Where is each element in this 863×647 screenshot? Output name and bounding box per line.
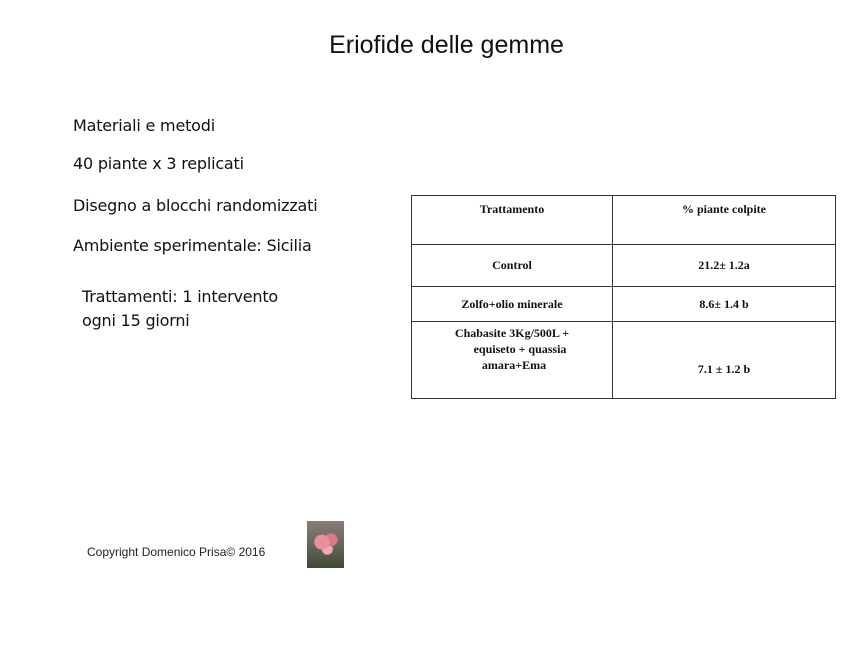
results-table: [411, 195, 836, 399]
table-row: [412, 322, 836, 399]
cell-treatment: Control: [412, 245, 613, 287]
methods-item-environment: Ambiente sperimentale: Sicilia: [73, 236, 312, 255]
treatments-line-2: ogni 15 giorni: [82, 311, 190, 330]
methods-item-replicates: 40 piante x 3 replicati: [73, 154, 244, 173]
header-percent-affected: % piante colpite: [613, 196, 836, 245]
cell-treatment: Zolfo+olio minerale: [412, 287, 613, 322]
table-header-row: [412, 196, 836, 245]
flower-photo: [307, 521, 344, 568]
header-treatment: Trattamento: [412, 196, 613, 245]
treatment-line-1: Chabasite 3Kg/500L +: [454, 326, 570, 340]
treatment-line-2: equiseto + quassia: [473, 342, 567, 356]
slide-title: Eriofide delle gemme: [329, 31, 564, 59]
copyright-text: Copyright Domenico Prisa© 2016: [87, 545, 266, 559]
table-row: [412, 245, 836, 287]
treatment-line-3: amara+Ema: [481, 358, 547, 372]
cell-value: 7.1 ± 1.2 b: [613, 322, 836, 399]
cell-treatment: [412, 322, 613, 399]
methods-treatments: [82, 285, 278, 333]
methods-item-design: Disegno a blocchi randomizzati: [73, 196, 318, 215]
cell-value: 21.2± 1.2a: [613, 245, 836, 287]
cell-value: 8.6± 1.4 b: [613, 287, 836, 322]
treatments-line-1: Trattamenti: 1 intervento: [82, 287, 278, 306]
methods-heading: Materiali e metodi: [73, 116, 215, 135]
table-row: [412, 287, 836, 322]
